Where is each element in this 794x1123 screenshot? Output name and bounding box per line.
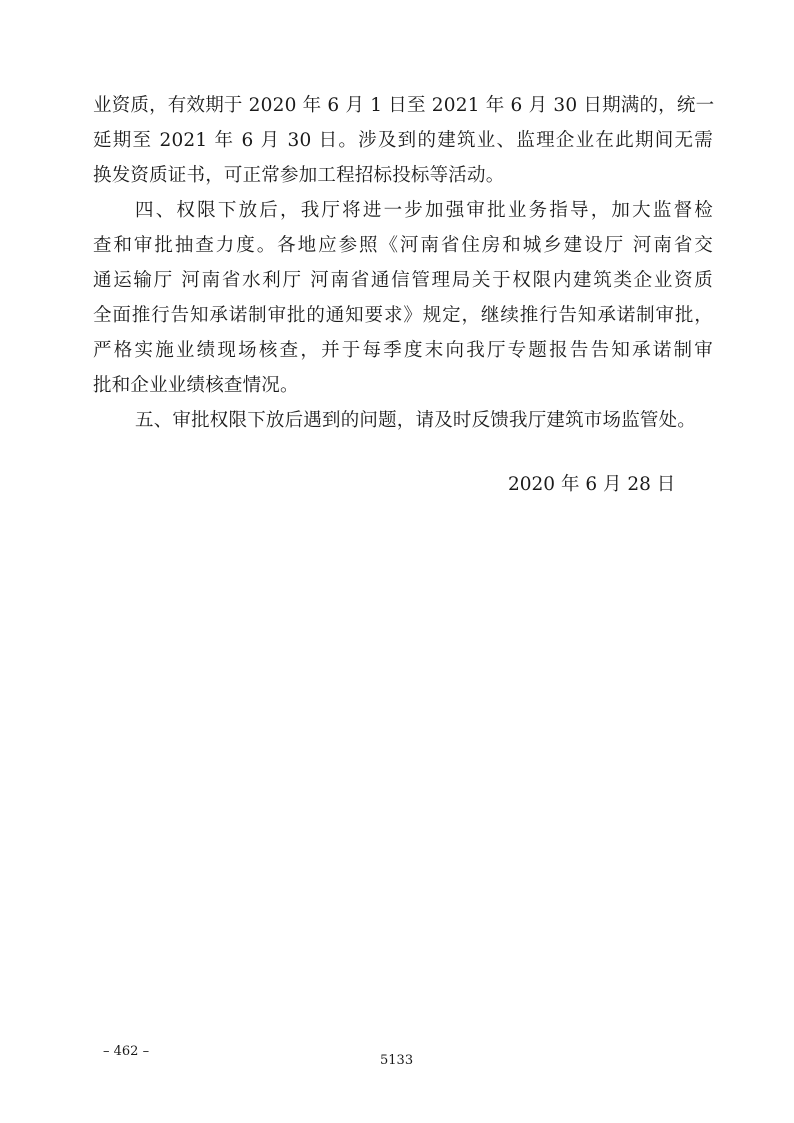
paragraph-line: 换发资质证书，可正常参加工程招标投标等活动。 <box>93 165 505 186</box>
document-date: 2020 年 6 月 28 日 <box>508 474 676 495</box>
paragraph-line: 全面推行告知承诺制审批的通知要求》规定，继续推行告知承诺制审批， <box>93 305 713 326</box>
paragraph-line: 延期至 2021 年 6 月 30 日。涉及到的建筑业、监理企业在此期间无需 <box>93 130 713 151</box>
paragraph-line: 严格实施业绩现场核查，并于每季度末向我厅专题报告告知承诺制审 <box>93 340 713 361</box>
paragraph-line: 业资质，有效期于 2020 年 6 月 1 日至 2021 年 6 月 30 日期满的，统一 <box>93 95 715 116</box>
paragraph-line: 通运输厅 河南省水利厅 河南省通信管理局关于权限内建筑类企业资质 <box>93 270 713 291</box>
page-number: – 462 – <box>103 1044 150 1059</box>
paragraph-line: 批和企业业绩核查情况。 <box>93 375 299 396</box>
paragraph-line: 五、审批权限下放后遇到的问题，请及时反馈我厅建筑市场监管处。 <box>135 410 697 431</box>
footer-number: 5133 <box>380 1053 414 1068</box>
paragraph-line: 查和审批抽查力度。各地应参照《河南省住房和城乡建设厅 河南省交 <box>93 235 713 256</box>
paragraph-line: 四、权限下放后，我厅将进一步加强审批业务指导，加大监督检 <box>135 200 713 221</box>
document-body <box>93 88 713 438</box>
